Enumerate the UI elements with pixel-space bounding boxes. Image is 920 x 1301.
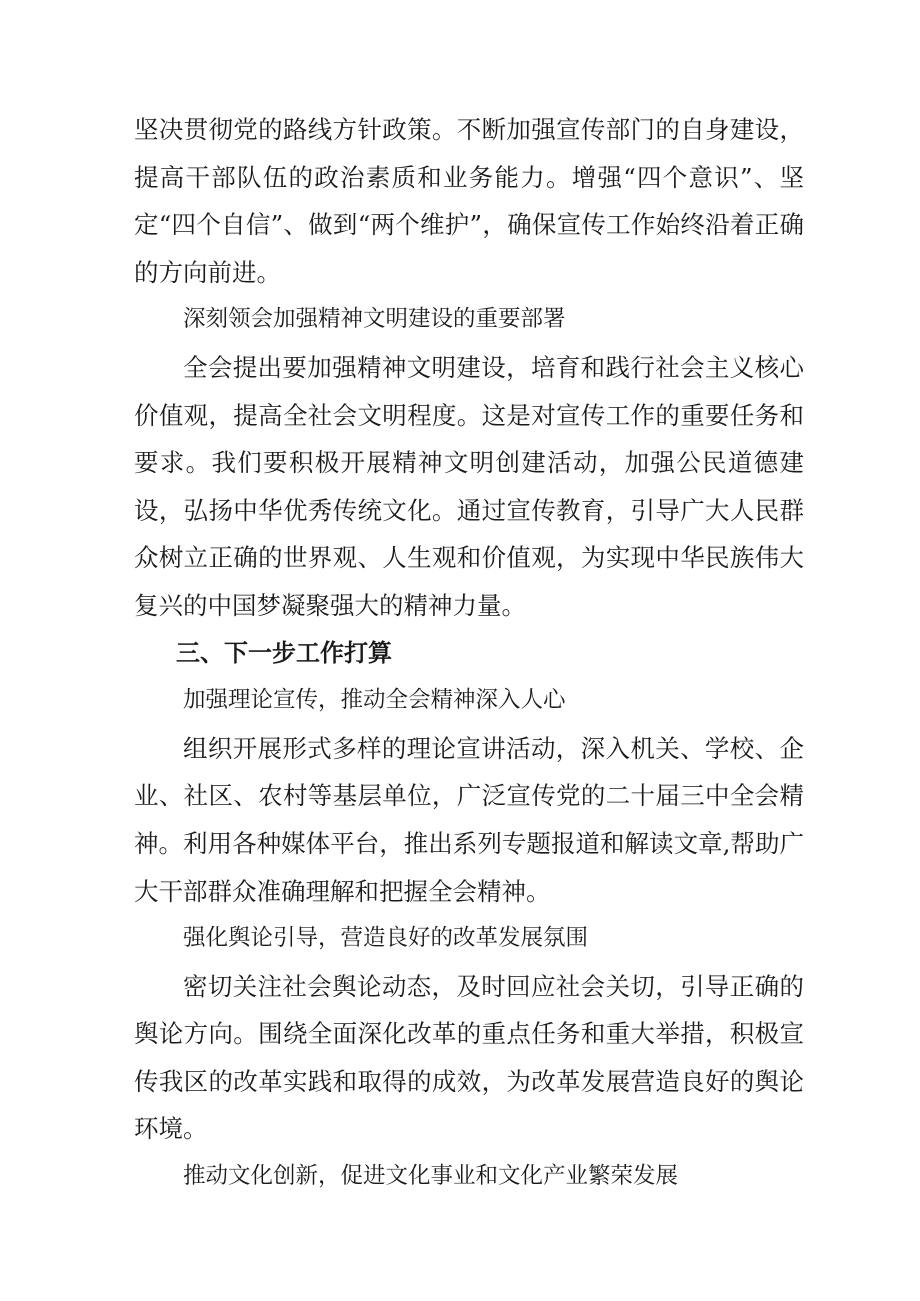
- subheading-cultural-innovation: 推动文化创新，促进文化事业和文化产业繁荣发展: [183, 1163, 679, 1190]
- subheading-public-opinion: 强化舆论引导，营造良好的改革发展氛围: [183, 925, 589, 952]
- paragraph-party-line: 坚决贯彻党的路线方针政策。不断加强宣传部门的自身建设，提高干部队伍的政治素质和业务能力。增强“四个意识”、坚定“四个自信”、做到“两个维护”，确保宣传工作始终沿着正确的方向前进。: [134, 115, 804, 287]
- paragraph-theory-publicity: 组织开展形式多样的理论宣讲活动，深入机关、学校、企业、社区、农村等基层单位，广泛宣传党的二十届三中全会精神。利用各种媒体平台，推出系列专题报道和解读文章,帮助广大干部群众准确理解和把握全会精神。: [134, 733, 804, 906]
- paragraph-public-opinion: 密切关注社会舆论动态，及时回应社会关切，引导正确的舆论方向。围绕全面深化改革的重点任务和重大举措，积极宣传我区的改革实践和取得的成效，为改革发展营造良好的舆论环境。: [134, 971, 804, 1144]
- paragraph-spiritual-civilization: 全会提出要加强精神文明建设，培育和践行社会主义核心价值观，提高全社会文明程度。这是对宣传工作的重要任务和要求。我们要积极开展精神文明创建活动，加强公民道德建设，弘扬中华优秀传统文化。通过宣传教育，引导广大人民群众树立正确的世界观、人生观和价值观，为实现中华民族伟大复兴的中国梦凝聚强大的精神力量。: [134, 352, 804, 620]
- subheading-spiritual-civilization: 深刻领会加强精神文明建设的重要部署: [183, 306, 566, 333]
- section-heading-next-steps: 三、下一步工作打算: [176, 638, 392, 667]
- subheading-theory-publicity: 加强理论宣传，推动全会精神深入人心: [183, 687, 566, 714]
- document-body: [134, 106, 804, 1201]
